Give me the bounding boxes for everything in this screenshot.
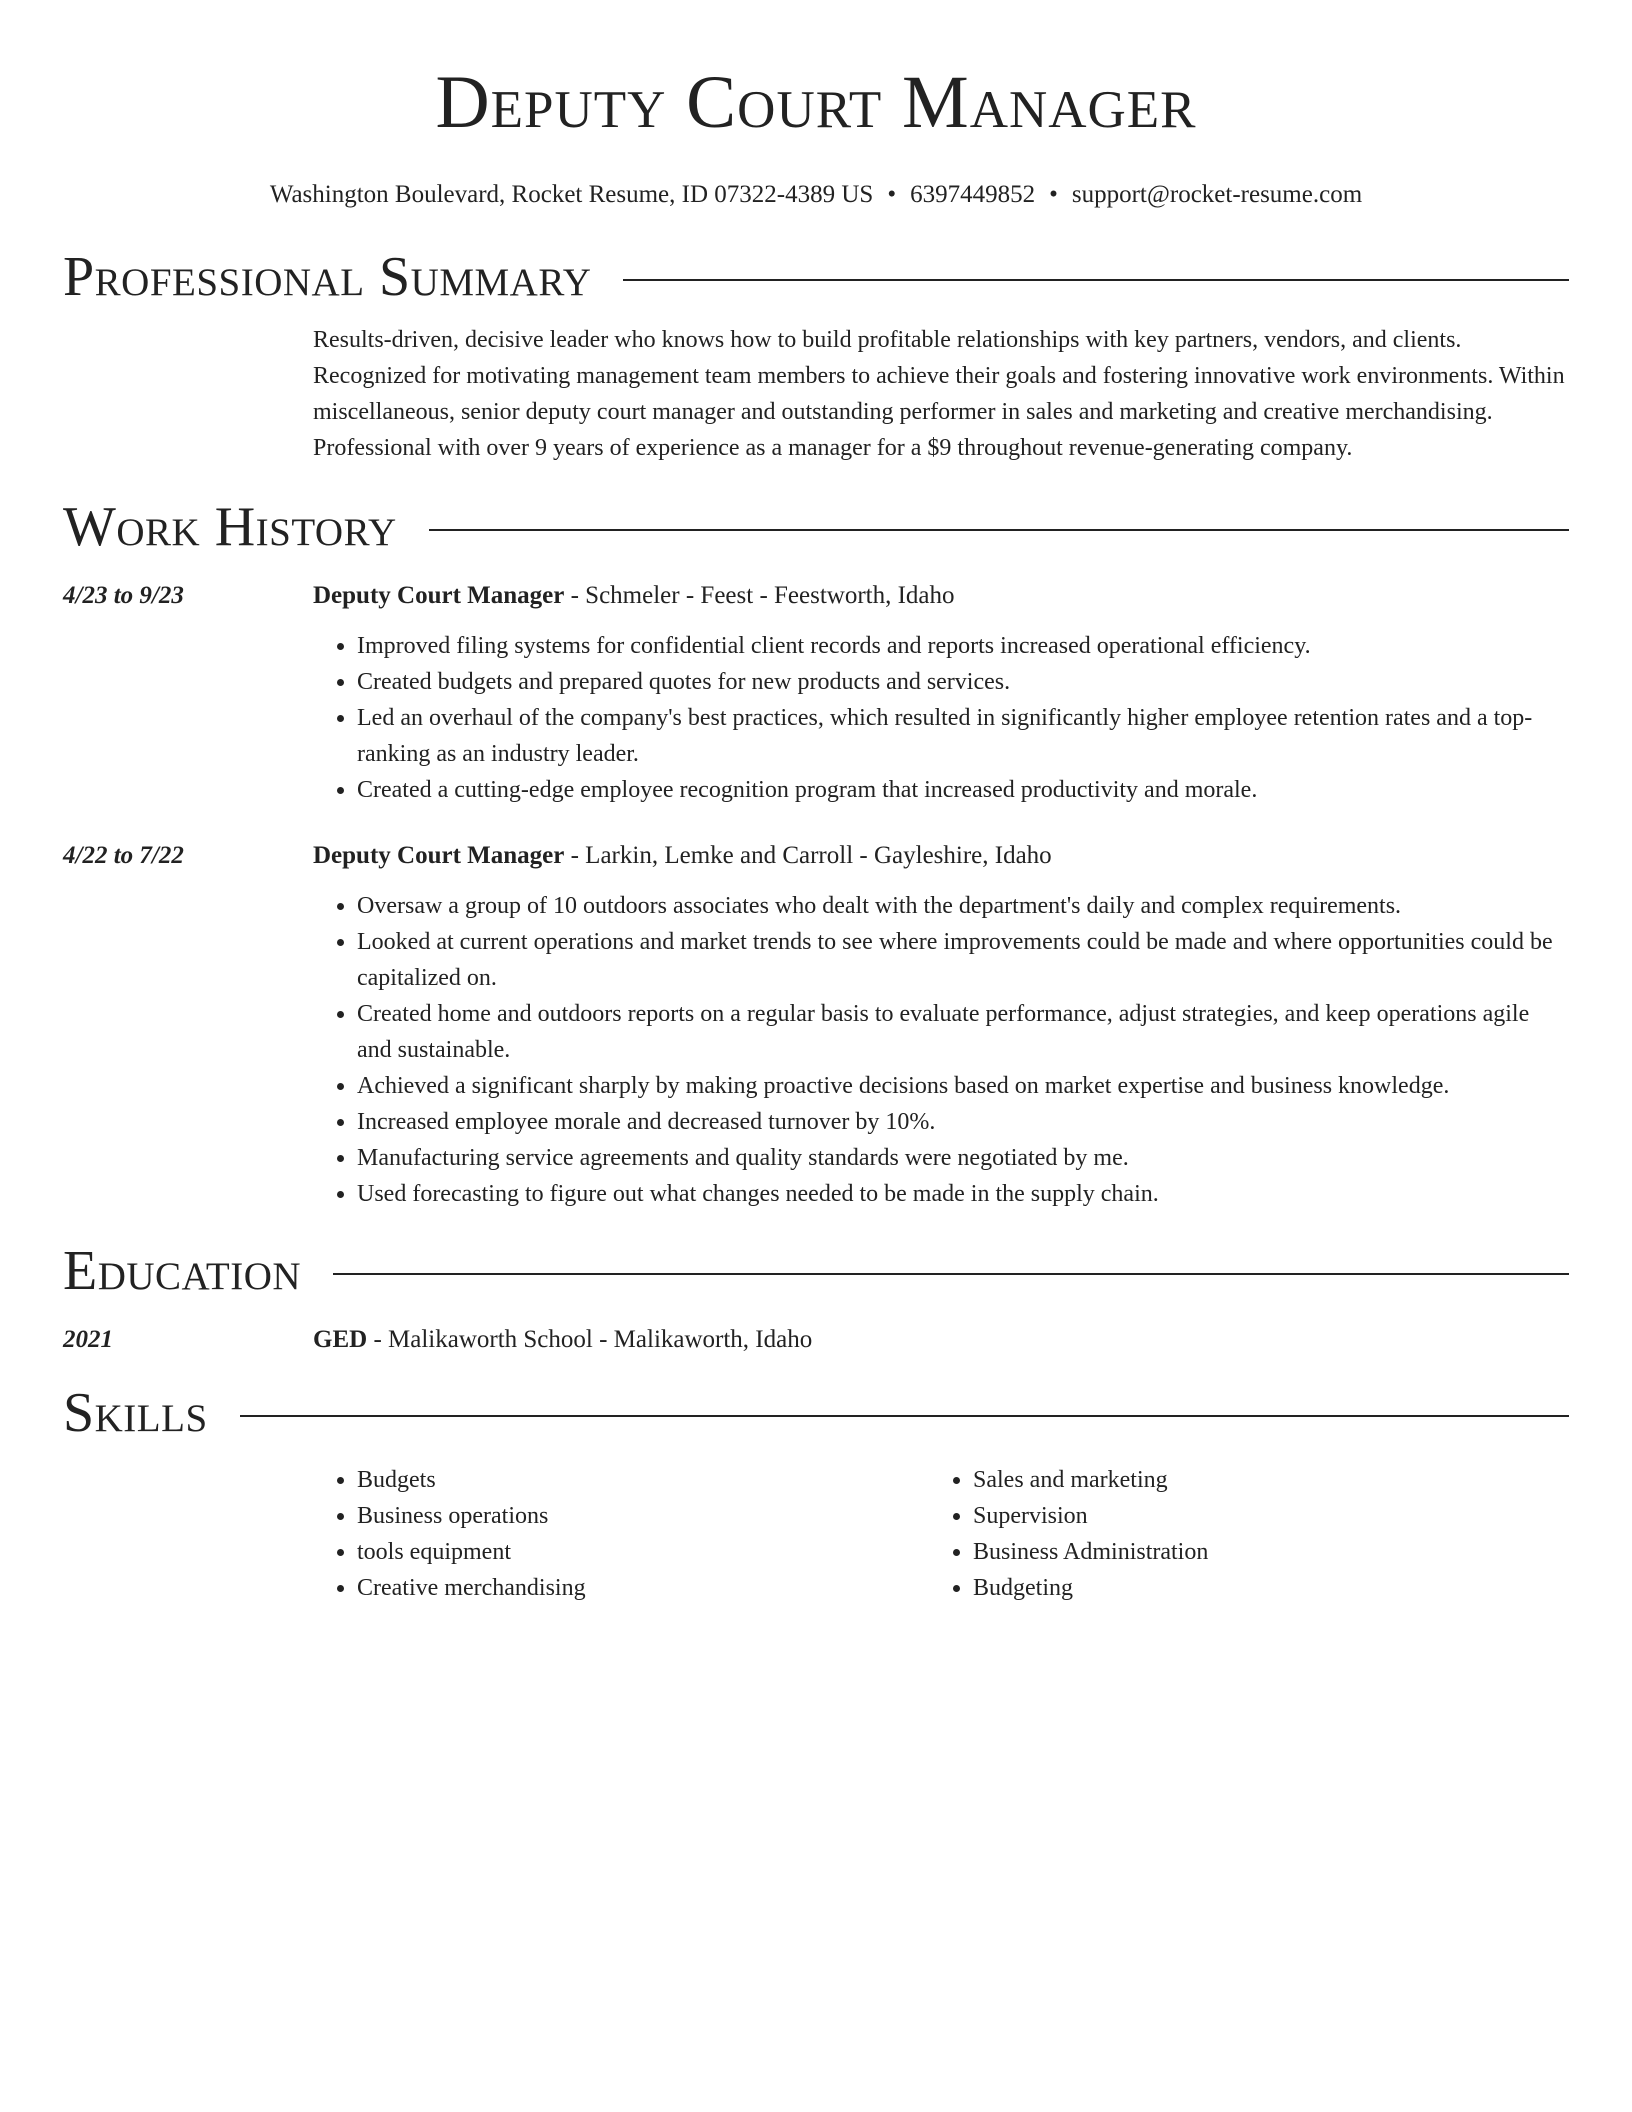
list-item: • Improved filing systems for confidential client records and reports increased operational efficiency. [357,628,1569,664]
section-divider [623,279,1569,281]
job-employer: - Larkin, Lemke and Carroll - Gayleshire, Idaho [564,842,1052,869]
job-heading [313,578,1569,614]
contact-separator: • [1049,181,1058,208]
job-title: Deputy Court Manager [313,842,565,869]
skill-item: • Supervision [973,1498,1545,1534]
list-item: • Created budgets and prepared quotes for new products and services. [357,664,1569,700]
skill-item: • Sales and marketing [973,1462,1545,1498]
list-item: • Achieved a significant sharply by making proactive decisions based on market expertise and business knowledge. [357,1068,1569,1104]
skill-item: • Budgeting [973,1570,1545,1606]
work-section-header [63,494,1569,560]
job-entry [63,838,1569,1212]
job-bullets [313,888,1569,1212]
job-heading [313,838,1569,874]
list-item: • Led an overhaul of the company's best practices, which resulted in significantly higher employee retention rates and a top-ranking as an industry leader. [357,700,1569,772]
list-item: • Used forecasting to figure out what changes needed to be made in the supply chain. [357,1176,1569,1212]
job-title: Deputy Court Manager [313,582,565,609]
summary-spacer [63,322,313,466]
education-entry [63,1322,1569,1358]
skill-item: • Business Administration [973,1534,1545,1570]
job-dates: 4/23 to 9/23 [63,582,184,609]
contact-line [63,180,1569,210]
list-item: • Created a cutting-edge employee recognition program that increased productivity and morale. [357,772,1569,808]
work-heading: Work History [63,496,397,558]
list-item: • Manufacturing service agreements and quality standards were negotiated by me. [357,1140,1569,1176]
list-item: • Looked at current operations and market trends to see where improvements could be made and where opportunities could be capitalized on. [357,924,1569,996]
skills-spacer [63,1462,313,1606]
skills-list-right [929,1462,1545,1606]
skill-item: • Business operations [357,1498,929,1534]
education-heading: Education [63,1240,302,1302]
job-dates: 4/22 to 7/22 [63,842,184,869]
education-section-header [63,1238,1569,1304]
section-divider [240,1415,1569,1417]
list-item: • Increased employee morale and decreased turnover by 10%. [357,1104,1569,1140]
skills-heading: Skills [63,1382,208,1444]
job-entry [63,578,1569,808]
summary-text: Results-driven, decisive leader who knows how to build profitable relationships with key partners, vendors, and clients. Recognized for motivating management team members to achieve their goals and fostering innovative work environments. Within miscellaneous, senior deputy court manager and outstanding performer in sales and marketing and creative merchandising. Professional with over 9 years of experience as a manager for a $9 throughout revenue-generating company. [313,327,1565,461]
contact-address: Washington Boulevard, Rocket Resume, ID 07322-4389 US [269,181,874,208]
summary-section-header [63,244,1569,310]
contact-phone: 6397449852 [910,181,1036,208]
summary-heading: Professional Summary [63,246,592,308]
contact-email: support@rocket-resume.com [1071,181,1363,208]
summary-row [63,322,1569,466]
section-divider [333,1273,1569,1275]
job-employer: - Schmeler - Feest - Feestworth, Idaho [564,582,955,609]
education-school: - Malikaworth School - Malikaworth, Idaho [367,1326,813,1353]
skills-section-header [63,1380,1569,1446]
education-year: 2021 [63,1326,113,1353]
job-bullets [313,628,1569,808]
skills-row [63,1462,1569,1606]
contact-separator: • [887,181,897,208]
education-line [313,1322,1569,1358]
skill-item: • Creative merchandising [357,1570,929,1606]
skills-list-left [313,1462,929,1606]
list-item: • Oversaw a group of 10 outdoors associates who dealt with the department's daily and complex requirements. [357,888,1569,924]
section-divider [429,529,1569,531]
skill-item: • tools equipment [357,1534,929,1570]
candidate-name: Deputy Court Manager [435,61,1197,144]
skill-item: • Budgets [357,1462,929,1498]
education-degree: GED [313,1326,368,1353]
list-item: • Created home and outdoors reports on a regular basis to evaluate performance, adjust strategies, and keep operations agile and sustainable. [357,996,1569,1068]
